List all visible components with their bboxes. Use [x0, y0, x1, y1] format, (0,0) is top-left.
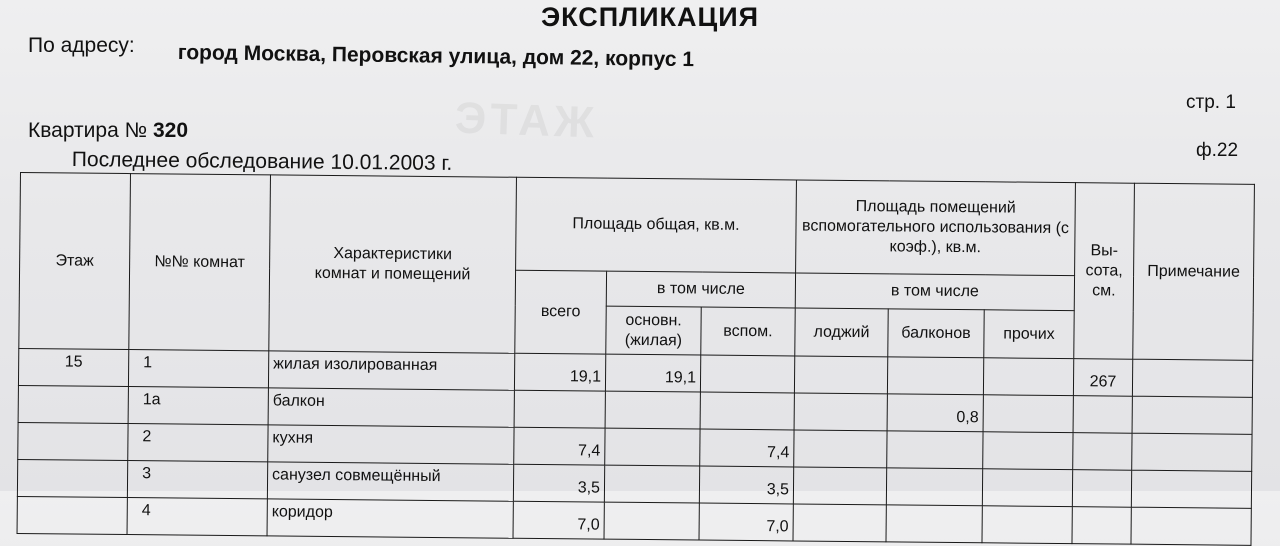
cell-note: [1131, 470, 1251, 508]
cell-height: [1073, 396, 1132, 434]
cell-room: 4: [127, 498, 267, 536]
cell-height: [1072, 470, 1131, 508]
cell-room: 2: [128, 424, 268, 462]
cell-floor: [18, 385, 128, 423]
apartment-number: 320: [152, 119, 189, 142]
cell-total: 3,5: [513, 464, 604, 502]
cell-total: 7,0: [513, 501, 604, 539]
cell-balcony: 0,8: [887, 394, 983, 432]
header-total: всего: [515, 270, 607, 354]
cell-balcony: [887, 431, 983, 469]
table-body: [17, 348, 1253, 545]
cell-main: 19,1: [605, 354, 700, 392]
watermark-stamp: ЭТАЖ: [454, 93, 599, 148]
cell-room: 1а: [128, 387, 268, 425]
header-rooms: №№ комнат: [129, 174, 271, 351]
cell-main: [604, 502, 699, 540]
cell-loggia: [793, 504, 886, 542]
cell-note: [1131, 507, 1251, 545]
header-height: Вы-сота, см.: [1074, 183, 1135, 360]
header-floor: Этаж: [19, 173, 131, 350]
header-main: основн. (жилая): [606, 306, 701, 355]
last-survey: Последнее обследование 10.01.2003 г.: [71, 148, 453, 175]
cell-name: жилая изолированная: [268, 351, 514, 390]
cell-aux: [700, 355, 794, 393]
document-title: ЭКСПЛИКАЦИЯ: [540, 2, 760, 32]
cell-name: кухня: [268, 425, 514, 464]
header-aux: вспом.: [701, 307, 795, 356]
header-including-2: в том числе: [795, 273, 1074, 311]
cell-balcony: [886, 505, 982, 543]
cell-room: 1: [128, 350, 268, 388]
cell-other: [983, 358, 1073, 396]
header-including-1: в том числе: [606, 271, 795, 308]
header-balconies: балконов: [888, 309, 984, 358]
cell-note: [1132, 396, 1252, 434]
header-characteristics: Характеристики комнат и помещений: [269, 175, 517, 353]
cell-other: [982, 506, 1072, 544]
header-aux-area: Площадь помещений вспомогательного использования (с коэф.), кв.м.: [796, 180, 1076, 276]
page-number: стр. 1: [1186, 92, 1236, 113]
cell-name: коридор: [267, 499, 513, 538]
form-number: ф.22: [1196, 140, 1239, 161]
header-other: прочих: [984, 310, 1074, 359]
header-note: Примечание: [1133, 183, 1255, 360]
cell-other: [982, 469, 1072, 507]
address-value: город Москва, Перовская улица, дом 22, корпус 1: [177, 41, 695, 72]
cell-balcony: [887, 357, 983, 395]
cell-height: [1072, 507, 1131, 545]
cell-main: [605, 428, 700, 466]
cell-loggia: [794, 393, 887, 431]
cell-loggia: [794, 356, 887, 394]
header-loggias: лоджий: [795, 308, 888, 357]
cell-name: балкон: [268, 388, 514, 427]
cell-other: [983, 395, 1073, 433]
header-total-area: Площадь общая, кв.м.: [516, 177, 797, 273]
cell-name: санузел совмещённый: [267, 462, 513, 501]
cell-note: [1132, 433, 1252, 471]
cell-other: [983, 432, 1073, 470]
cell-floor: [17, 459, 127, 497]
cell-floor: [17, 496, 127, 534]
cell-aux: 7,4: [700, 429, 794, 467]
apartment-label: Квартира №: [28, 119, 148, 142]
cell-height: [1073, 433, 1132, 471]
cell-total: 7,4: [514, 427, 605, 465]
cell-balcony: [886, 468, 982, 506]
cell-floor: 15: [18, 348, 128, 386]
cell-loggia: [793, 467, 886, 505]
cell-height: 267: [1073, 359, 1132, 397]
cell-note: [1132, 359, 1252, 397]
cell-aux: 7,0: [699, 503, 793, 541]
cell-floor: [18, 422, 128, 460]
cell-total: 19,1: [514, 353, 605, 391]
explication-table: [17, 172, 1255, 546]
cell-main: [605, 391, 700, 429]
cell-aux: [700, 392, 794, 430]
address-label: По адресу:: [28, 34, 135, 57]
cell-room: 3: [127, 461, 267, 499]
cell-total: [514, 390, 605, 428]
apartment-line: [28, 119, 188, 143]
explication-table-wrap: [17, 172, 1255, 546]
cell-aux: 3,5: [699, 466, 793, 504]
cell-main: [604, 465, 699, 503]
cell-loggia: [794, 430, 887, 468]
